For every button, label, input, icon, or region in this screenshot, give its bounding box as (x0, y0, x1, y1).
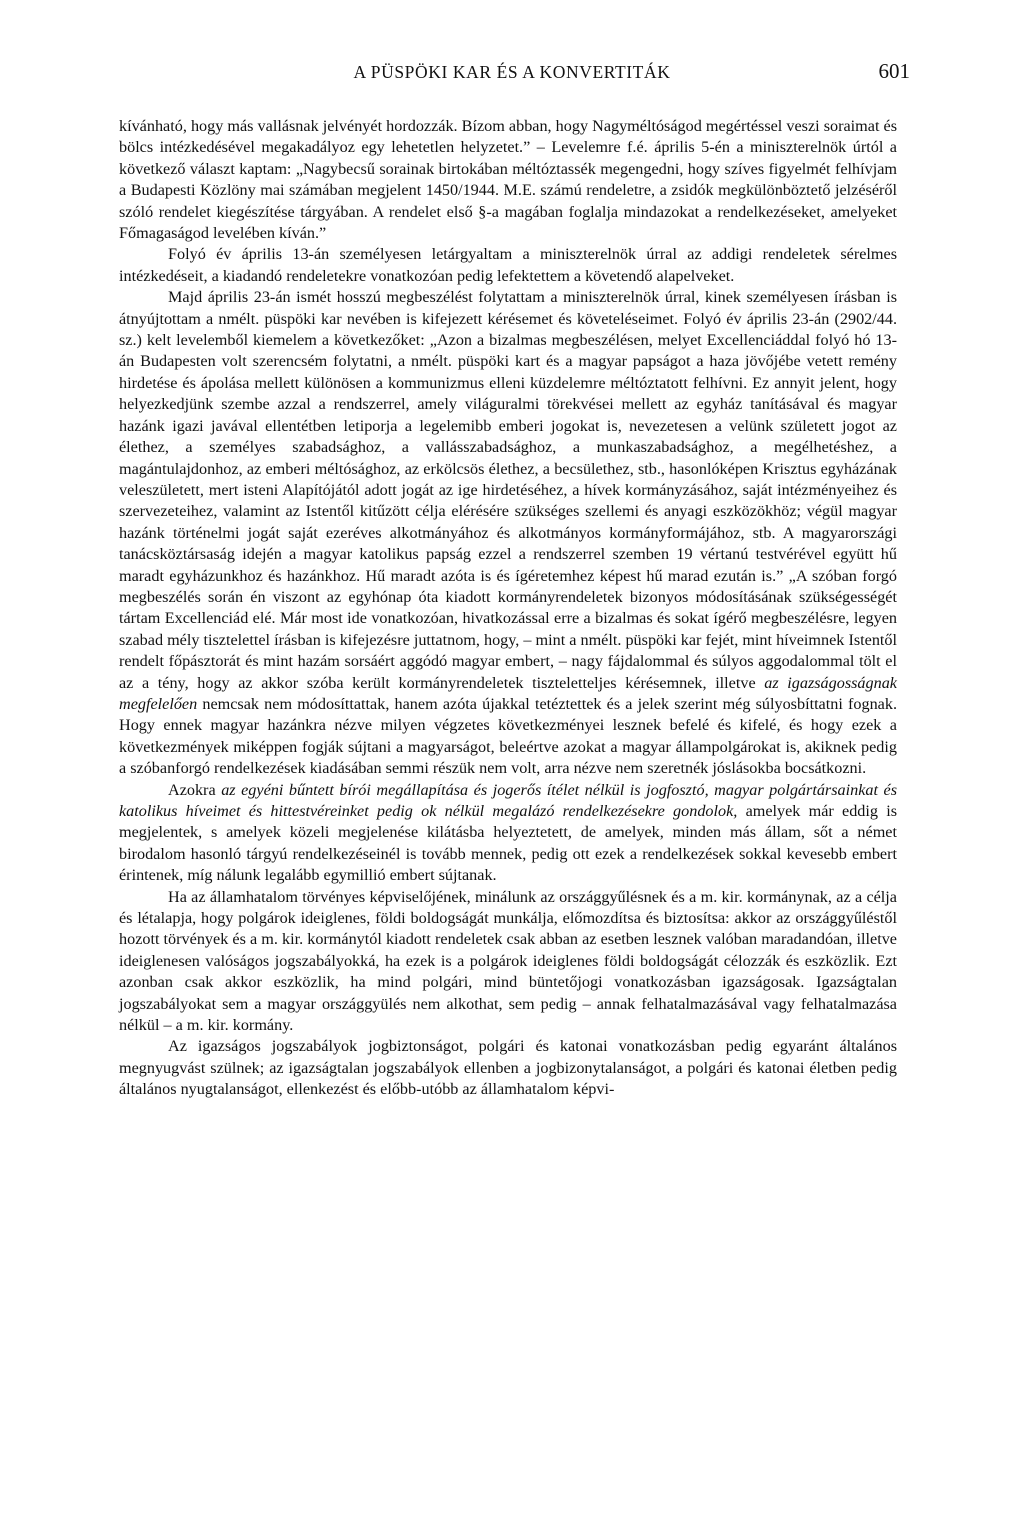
text-run: amelyek már eddig is megjelentek, s amelyek közeli megjelenése kilátásba helyeztetett, de amelyek, minden más állam, sőt a német birodalom hasonló tárgyú rendelkezéseinél is tovább mennek, pedig ott ezek a rendelkezések sokkal kevesebb embert érintenek, míg nálunk legalább egymillió embert sújtanak. (119, 802, 897, 885)
text-run: Azokra (168, 780, 222, 799)
paragraph (119, 780, 897, 887)
running-header (0, 59, 1024, 92)
running-title: A PÜSPÖKI KAR ÉS A KONVERTITÁK (353, 62, 671, 82)
paragraph (119, 1036, 897, 1100)
text-run: nemcsak nem módosíttattak, hanem azóta újakkal tetéztettek és a jelek szerint még súlyosbíttatni fognak. Hogy ennek magyar hazánkra nézve milyen végzetes következményei lesznek befelé és kifelé, és hogy ezek a következmények miképpen fogják sújtani a magyarságot, beleértve azokat a magyar állampolgárokat is, akiknek pedig a szóbanforgó rendelkezések kiadásában semmi részük nem volt, arra nézve nem szeretnék jóslásokba bocsátkozni. (119, 694, 897, 778)
text-run: Ha az államhatalom törvényes képviselőjének, minálunk az országgyűlésnek és a m. kir. kormánynak, az a célja és létalapja, hogy polgárok ideiglenes, földi boldogságát munkálja, előmozdítsa és biztosítsa: akkor az országgyűléstől hozott törvények és a m. kir. kormánytól kiadott rendeletek csak abban az esetben lesznek valóban maradandóan, illetve ideiglenesen valóságos jogszabályokká, ha ezek is a polgárok ideiglenes földi boldogságát célozzák és eszközlik. Ezt azonban csak akkor eszközlik, ha mind polgári, mind büntetőjogi vonatkozásban igazságosak. Igazságtalan jogszabályokat sem a magyar országgyülés nem alkothat, sem pedig – annak felhatalmazásával vagy felhatalmazása nélkül – a m. kir. kormány. (119, 887, 897, 1035)
body-text (119, 116, 897, 1101)
paragraph (119, 244, 897, 287)
text-run: kívánható, hogy más vallásnak jelvényét hordozzák. Bízom abban, hogy Nagyméltóságod megértéssel veszi soraimat és bölcs intézkedésével megakadályoz egy lehetetlen helyzetet.” – Levelemre f.é. április 5-én a miniszterelnök úrtól a következő választ kaptam: „Nagybecsű sorainak birtokában méltóztassék megengedni, hogy szíves figyelmét felhívjam a Budapesti Közlöny mai számában megjelent 1450/1944. M.E. számú rendeletre, a zsidók megkülönböztető jelzéséről szóló rendelet kiegészítése tárgyában. A rendelet első §-a magában foglalja mindazokat a rendelkezéseket, amelyeket Főmagaságod levelében kíván.” (119, 117, 897, 243)
paragraph (119, 287, 897, 779)
text-run: Majd április 23-án ismét hosszú megbeszélést folytattam a miniszterelnök úrral, kinek személyesen írásban is átnyújtottam a nmélt. püspöki kar nevében is kifejezett kérésemet és követeléseimet. Folyó év április 23-án (2902/44. sz.) kelt levelemből kiemelem a következőket: „Azon a bizalmas megbeszélésen, melyet Excellenciáddal folyó hó 13-án Budapesten volt szerencsém folytatni, a nmélt. püspöki kart és a magyar papságot a haza jövőjébe vetett remény hirdetése és ápolása mellett különösen a kommunizmus elleni küzdelemre méltóztatott felhívni. Ez annyit jelent, hogy helyezkedjünk szembe azzal a rendszerrel, amely világuralmi törekvései mellett az egyház tanításával és magyar hazánk igazi javával ellentétben letiporja a legelemibb emberi jogokat is, nevezetesen a velünk született jogot az élethez, a személyes szabadsághoz, a vallásszabadsághoz, a munkaszabadsághoz, a megélhetéshez, a magántulajdonhoz, az emberi méltósághoz, az erkölcsös élethez, a becsülethez, stb., hasonlóképen Krisztus egyházának veleszületett, mert isteni Alapítójától adott jogát az ige hirdetéséhez, a hívek kormányzásához, saját intézményeihez és szervezeteihez, valamint az Istentől kitűzött célja elérésére szükséges szellemi és anyagi eszközökhöz; végül magyar hazánk történelmi jogát saját ezeréves alkotmányához és alkotmányos kormányformájához, stb. A magyarországi tanácsköztársaság idején a magyar katolikus papság ezzel a rendszerrel szemben 19 vértanú testvérével együtt hű maradt egyházunkhoz és hazánkhoz. Hű maradt azóta is és ígéretemhez képest hű marad ezután is.” „A szóban forgó megbeszélés során én viszont az egyhónap óta kiadott kormányrendeletek bizonyos módosításának szükségességét tártam Excellenciád elé. Már most ide vonatkozóan, hivatkozással erre a bizalmas és sokat ígérő megbeszélésre, legyen szabad mély tisztelettel írásban is kifejezésre juttatnom, hogy, – mint a nmélt. püspöki kar fejét, mint híveimnek Istentől rendelt főpásztorát és mint hazám sorsáért aggódó magyar embert, – nagy fájdalommal és súlyos aggodalommal tölt el az a tény, hogy az akkor szóba került kormányrendeletek tiszteletteljes kérésemnek, illetve (119, 288, 897, 692)
italic-text-run: az egyéni bűntett bírói megállapítása és jogerős ítélet nélkül is jogfosztó, magyar polgártársainkat és katolikus híveimet és hittestvéreinket pedig ok nélkül megalázó rendelkezésekre gondolok, (119, 780, 897, 820)
text-run: Folyó év április 13-án személyesen letárgyaltam a miniszterelnök úrral az addigi rendeletek sérelmes intézkedéseit, a kiadandó rendeletekre vonatkozóan pedig lefektettem a követendő alapelveket. (119, 245, 897, 285)
text-run: Az igazságos jogszabályok jogbiztonságot, polgári és katonai vonatkozásban pedig egyaránt általános megnyugvást szülnek; az igazságtalan jogszabályok ellenben a jogbizonytalanságot, a polgári és katonai életben pedig általános nyugtalanságot, ellenkezést és előbb-utóbb az államhatalom képvi- (119, 1037, 897, 1099)
page-number: 601 (878, 59, 910, 83)
paragraph (119, 887, 897, 1037)
paragraph (119, 116, 897, 244)
italic-text-run: az igazságosságnak megfelelően (119, 673, 897, 713)
